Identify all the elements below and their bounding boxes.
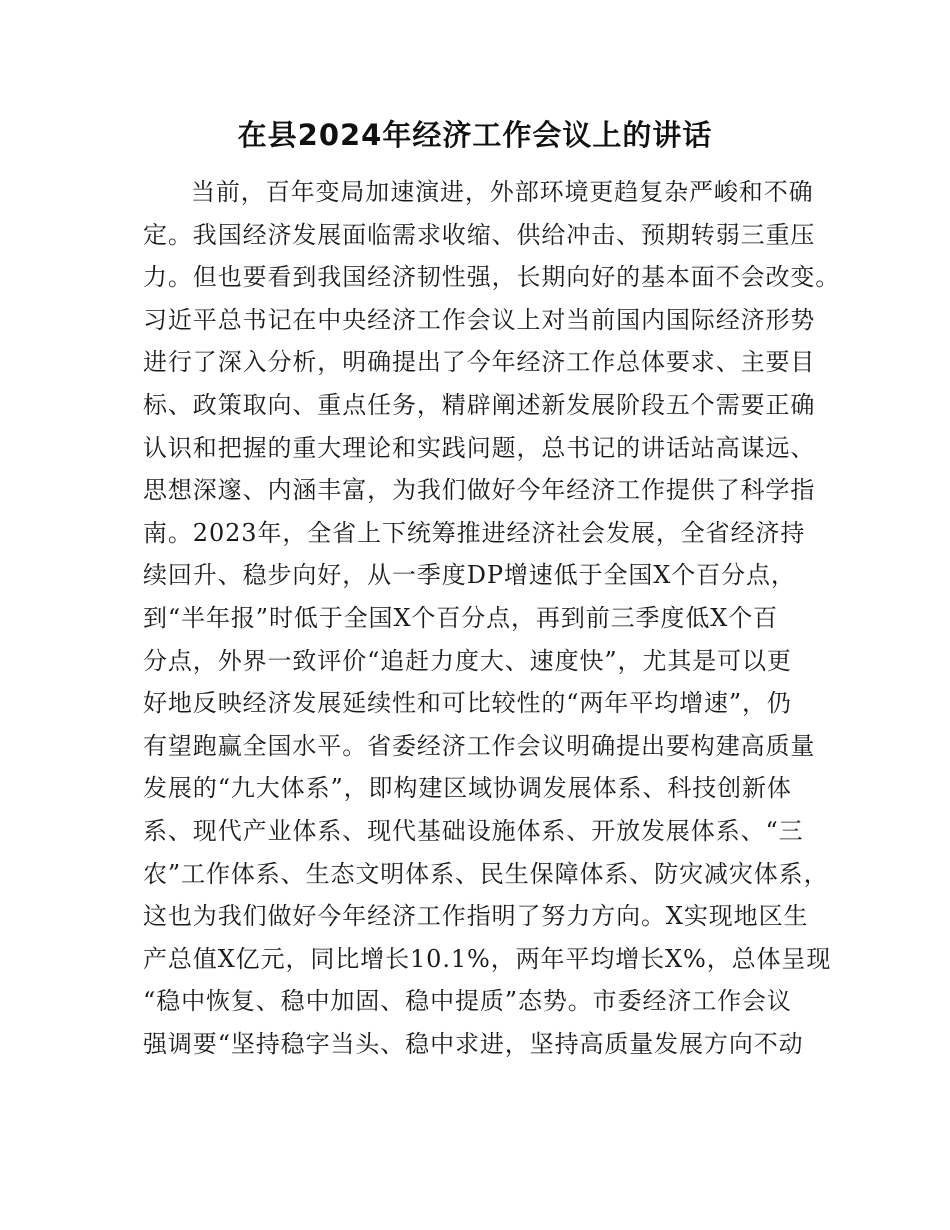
- paragraph-line: 定。我国经济发展面临需求收缩、供给冲击、预期转弱三重压: [143, 220, 816, 249]
- paragraph-line: 思想深邃、内涵丰富，为我们做好今年经济工作提供了科学指: [143, 476, 816, 505]
- paragraph-line: 发展的“九大体系”，即构建区域协调发展体系、科技创新体: [143, 774, 792, 803]
- paragraph-line: 好地反映经济发展延续性和可比较性的“两年平均增速”，仍: [143, 689, 792, 718]
- paragraph-line: 认识和把握的重大理论和实践问题，总书记的讲话站高谋远、: [143, 433, 816, 462]
- paragraph-line: 南。2023年，全省上下统筹推进经济社会发展，全省经济持: [143, 518, 806, 547]
- paragraph-line: 农”工作体系、生态文明体系、民生保障体系、防灾减灾体系，: [143, 859, 829, 888]
- paragraph-line: 系、现代产业体系、现代基础设施体系、开放发展体系、“三: [143, 816, 804, 845]
- paragraph-line: 到“半年报”时低于全国X个百分点，再到前三季度低X个百: [143, 603, 779, 632]
- paragraph-line: 这也为我们做好今年经济工作指明了努力方向。X实现地区生: [143, 902, 809, 931]
- paragraph-line: 标、政策取向、重点任务，精辟阐述新发展阶段五个需要正确: [143, 390, 816, 419]
- body-paragraph: [143, 171, 841, 1065]
- paragraph-line: 强调要“坚持稳字当头、稳中求进，坚持高质量发展方向不动: [143, 1029, 804, 1058]
- paragraph-line: 习近平总书记在中央经济工作会议上对当前国内国际经济形势: [143, 305, 816, 334]
- paragraph-line: 进行了深入分析，明确提出了今年经济工作总体要求、主要目: [143, 348, 816, 377]
- document-title: 在县2024年经济工作会议上的讲话: [237, 118, 713, 152]
- paragraph-line: 产总值X亿元，同比增长10.1%，两年平均增长X%，总体呈现: [143, 944, 832, 973]
- paragraph-line: 力。但也要看到我国经济韧性强，长期向好的基本面不会改变。: [143, 263, 841, 292]
- paragraph-line: 分点，外界一致评价“追赶力度大、速度快”，尤其是可以更: [143, 646, 792, 675]
- paragraph-line: 续回升、稳步向好，从一季度DP增速低于全国X个百分点，: [143, 561, 796, 590]
- paragraph-line: “稳中恢复、稳中加固、稳中提质”态势。市委经济工作会议: [143, 987, 792, 1016]
- paragraph-line: 当前，百年变局加速演进，外部环境更趋复杂严峻和不确: [191, 178, 814, 206]
- paragraph-line: 有望跑赢全国水平。省委经济工作会议明确提出要构建高质量: [143, 731, 816, 760]
